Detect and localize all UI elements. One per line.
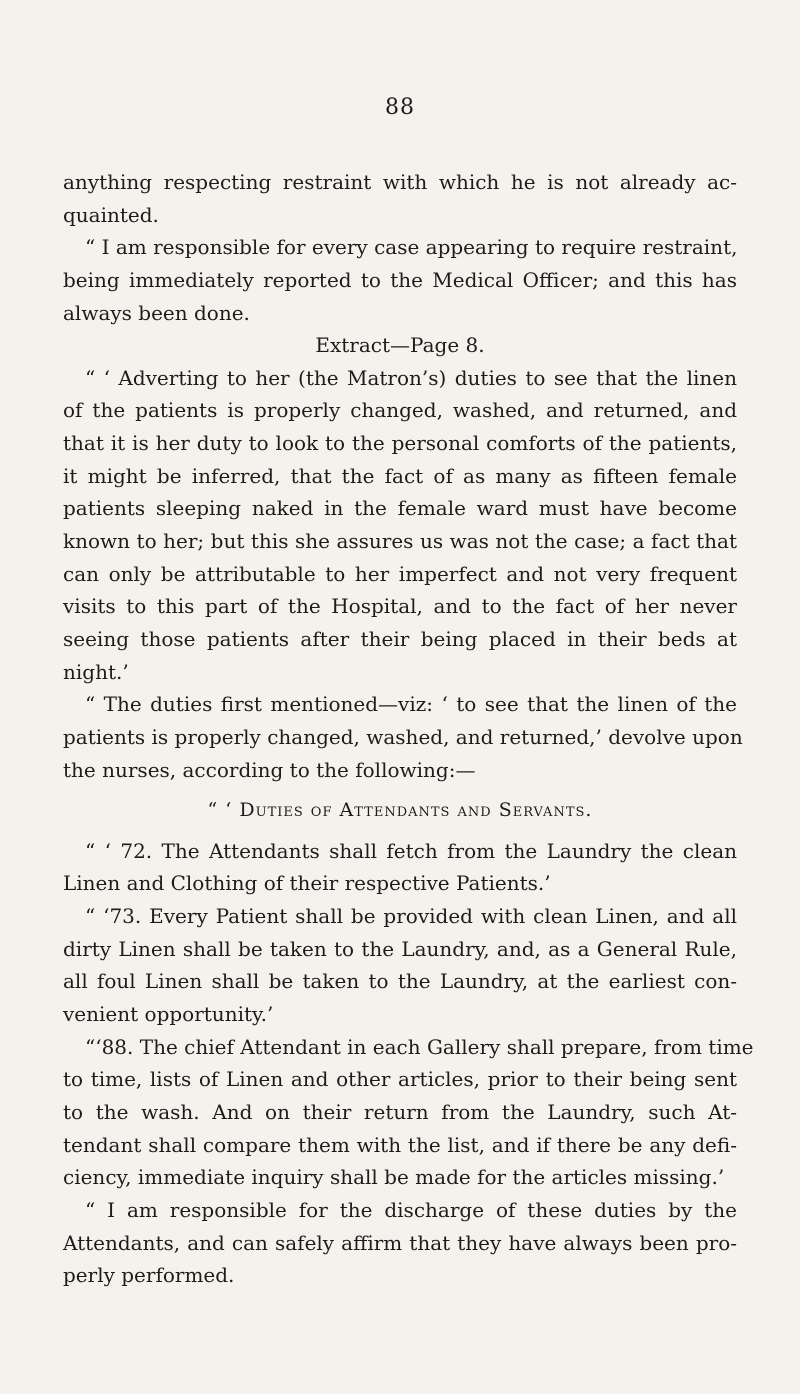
section-heading-duties: “ ‘ Duties of Attendants and Servants. — [207, 799, 593, 822]
text-line: “ I am responsible for every case appearing to require restraint, — [85, 235, 738, 260]
text-line: the nurses, according to the following:— — [63, 757, 476, 782]
text-line: Linen and Clothing of their respective Patients.’ — [63, 871, 551, 896]
text-line: “ The duties first mentioned—viz: ‘ to see that the linen of the — [85, 692, 737, 717]
text-line: to the wash. And on their return from the Laundry, such At- — [63, 1099, 737, 1124]
text-line: patients is properly changed, washed, and returned,’ devolve upon — [63, 724, 743, 749]
text-line: perly performed. — [63, 1263, 235, 1288]
text-line: known to her; but this she assures us was not the case; a fact that — [63, 529, 737, 554]
text-line: venient opportunity.’ — [63, 1002, 274, 1027]
text-line: “ ‘ 72. The Attendants shall fetch from the Laundry the clean — [85, 838, 737, 863]
text-line: it might be inferred, that the fact of as many as fifteen female — [63, 463, 737, 488]
text-line: can only be attributable to her imperfect and not very frequent — [63, 561, 737, 586]
text-line: seeing those patients after their being placed in their beds at — [63, 626, 737, 651]
text-line: Attendants, and can safely affirm that they have always been pro- — [63, 1230, 737, 1255]
text-line: of the patients is properly changed, washed, and returned, and — [63, 398, 737, 423]
text-line: to time, lists of Linen and other articles, prior to their being sent — [63, 1067, 737, 1092]
text-line: quainted. — [63, 202, 159, 227]
text-line: dirty Linen shall be taken to the Laundry, and, as a General Rule, — [63, 936, 737, 961]
text-line: visits to this part of the Hospital, and to the fact of her never — [63, 594, 737, 619]
text-line: “ I am responsible for the discharge of these duties by the — [85, 1197, 737, 1222]
section-heading-extract: Extract—Page 8. — [315, 333, 485, 358]
text-line: “ ‘73. Every Patient shall be provided with clean Linen, and all — [85, 904, 737, 929]
text-line: being immediately reported to the Medical Officer; and this has — [63, 267, 737, 292]
text-line: “ ‘ Adverting to her (the Matron’s) duties to see that the linen — [85, 365, 737, 390]
text-line: always been done. — [63, 300, 250, 325]
text-line: ciency, immediate inquiry shall be made for the articles missing.’ — [63, 1165, 725, 1190]
page-number: 88 — [385, 95, 415, 120]
text-line: anything respecting restraint with which he is not already ac- — [63, 170, 737, 194]
spacer — [63, 827, 737, 835]
text-line: “‘88. The chief Attendant in each Gallery shall prepare, from time — [85, 1034, 754, 1059]
page-body-text — [63, 166, 754, 1292]
text-line: that it is her duty to look to the personal comforts of the patients, — [63, 431, 737, 456]
text-line: tendant shall compare them with the list, and if there be any defi- — [63, 1132, 737, 1157]
text-line: night.’ — [63, 659, 129, 684]
spacer — [63, 786, 737, 794]
text-line: patients sleeping naked in the female ward must have become — [63, 496, 737, 521]
text-line: all foul Linen shall be taken to the Laundry, at the earliest con- — [63, 969, 737, 994]
